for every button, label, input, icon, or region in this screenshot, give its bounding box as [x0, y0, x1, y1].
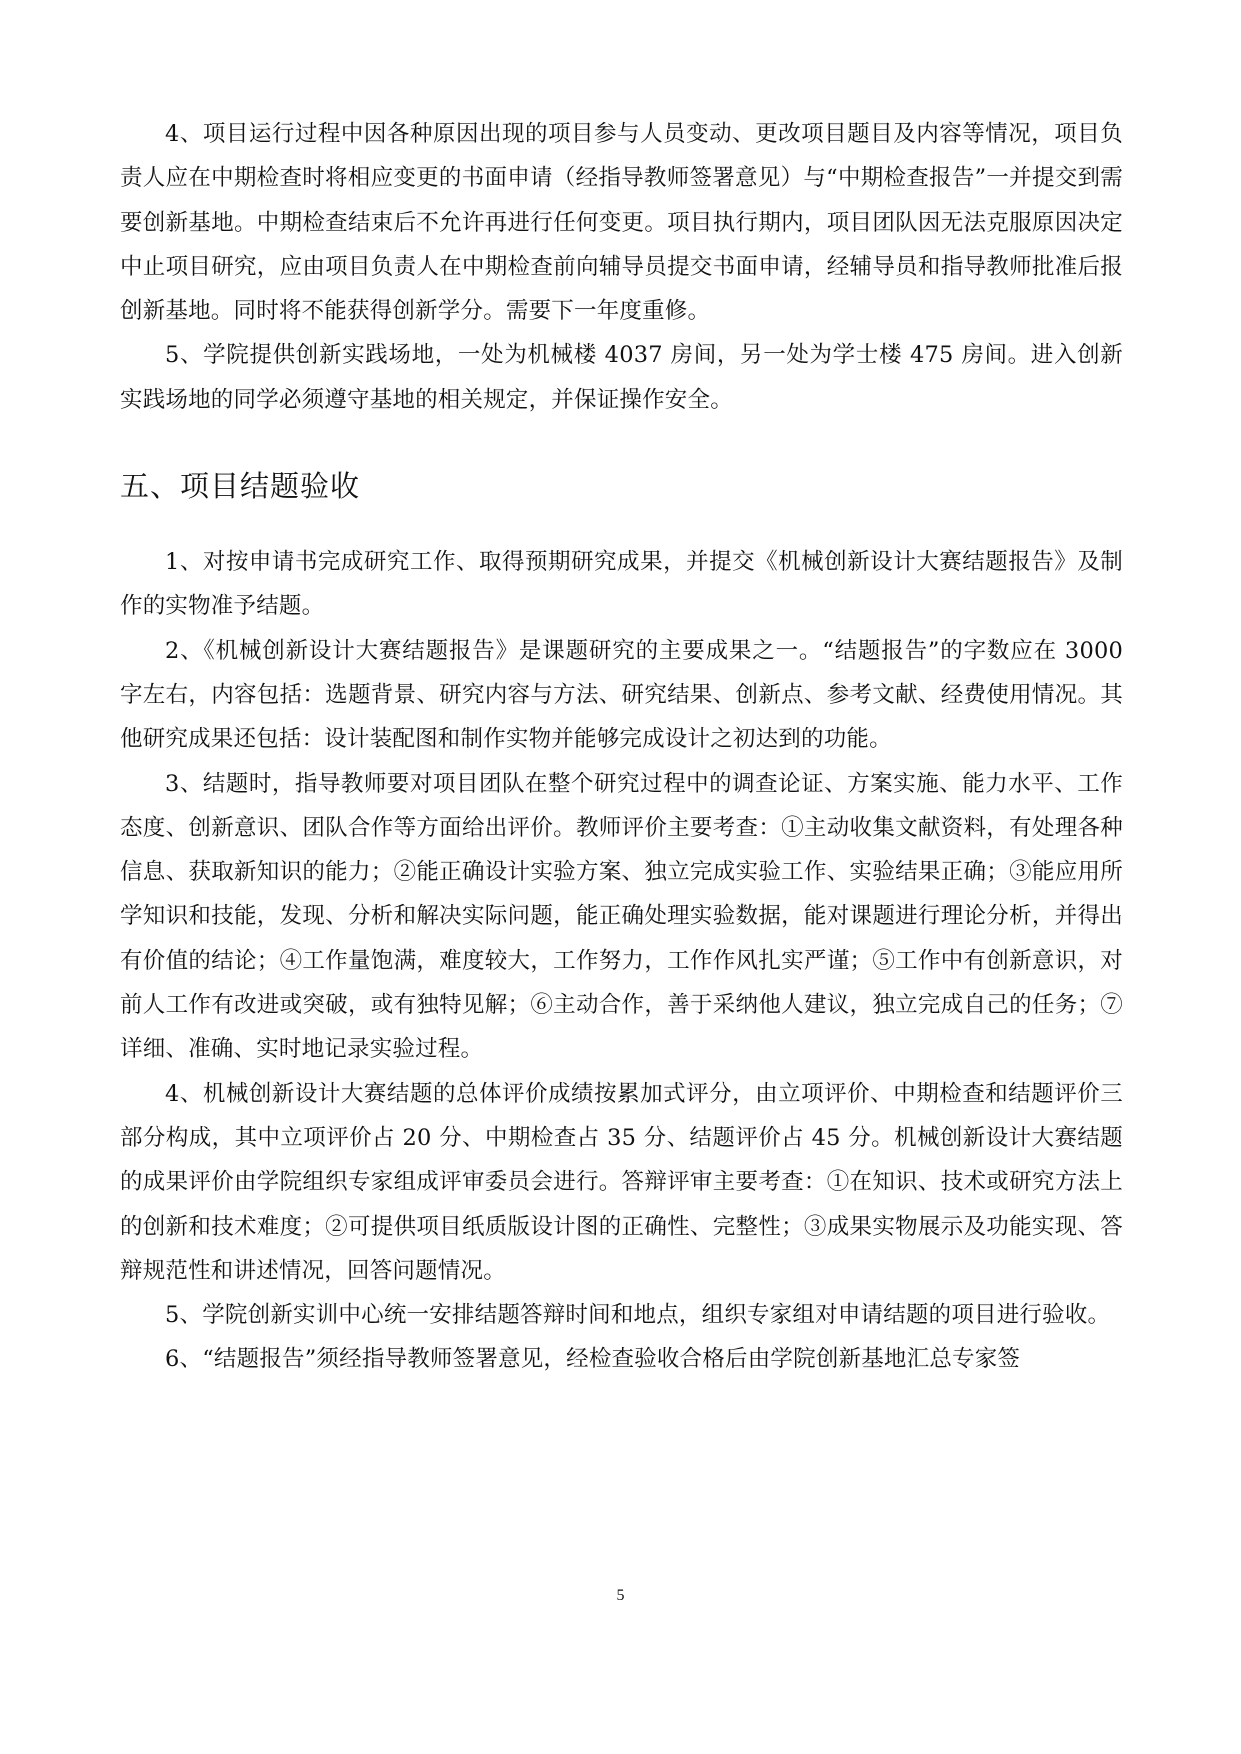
- paragraph-practice-venue: 5、学院提供创新实践场地，一处为机械楼 4037 房间，另一处为学士楼 475 房间。进入创新实践场地的同学必须遵守基地的相关规定，并保证操作安全。: [120, 342, 1123, 413]
- paragraph-overall-scoring: 4、机械创新设计大赛结题的总体评价成绩按累加式评分，由立项评价、中期检查和结题评价三部分构成，其中立项评价占 20 分、中期检查占 35 分、结题评价占 45 分。机械创新设计大赛结题的成果评价由学院组织专家组成评审委员会进行。答辩评审主要考查：①在知识、技术或研究方法上的创新和技术难度；②可提供项目纸质版设计图的正确性、完整性；③成果实物展示及功能实现、答辩规范性和讲述情况，回答问题情况。: [120, 1080, 1123, 1284]
- paragraph-report-signoff: 6、“结题报告”须经指导教师签署意见，经检查验收合格后由学院创新基地汇总专家签: [165, 1346, 1021, 1373]
- page-content: [120, 112, 1123, 1382]
- paragraph-teacher-evaluation: 3、结题时，指导教师要对项目团队在整个研究过程中的调查论证、方案实施、能力水平、工作态度、创新意识、团队合作等方面给出评价。教师评价主要考查：①主动收集文献资料，有处理各种信息、获取新知识的能力；②能正确设计实验方案、独立完成实验工作、实验结果正确；③能应用所学知识和技能，发现、分析和解决实际问题，能正确处理实验数据，能对课题进行理论分析，并得出有价值的结论；④工作量饱满，难度较大，工作努力，工作作风扎实严谨；⑤工作中有创新意识，对前人工作有改进或突破，或有独特见解；⑥主动合作，善于采纳他人建议，独立完成自己的任务；⑦详细、准确、实时地记录实验过程。: [120, 770, 1123, 1063]
- page-number: 5: [616, 1587, 625, 1604]
- section-title: 五、项目结题验收: [120, 469, 361, 504]
- paragraph-completion-criteria: 1、对按申请书完成研究工作、取得预期研究成果，并提交《机械创新设计大赛结题报告》及制作的实物准予结题。: [120, 549, 1123, 620]
- paragraph-change-procedure: 4、项目运行过程中因各种原因出现的项目参与人员变动、更改项目题目及内容等情况，项目负责人应在中期检查时将相应变更的书面申请（经指导教师签署意见）与“中期检查报告”一并提交到需要创新基地。中期检查结束后不允许再进行任何变更。项目执行期内，项目团队因无法克服原因决定中止项目研究，应由项目负责人在中期检查前向辅导员提交书面申请，经辅导员和指导教师批准后报创新基地。同时将不能获得创新学分。需要下一年度重修。: [120, 121, 1123, 325]
- paragraph-final-report: 2、《机械创新设计大赛结题报告》是课题研究的主要成果之一。“结题报告”的字数应在 3000 字左右，内容包括：选题背景、研究内容与方法、研究结果、创新点、参考文献、经费使用情况。其他研究成果还包括：设计装配图和制作实物并能够完成设计之初达到的功能。: [120, 637, 1123, 753]
- paragraph-defense-arrangement: 5、学院创新实训中心统一安排结题答辩时间和地点，组织专家组对申请结题的项目进行验收。: [165, 1302, 1111, 1329]
